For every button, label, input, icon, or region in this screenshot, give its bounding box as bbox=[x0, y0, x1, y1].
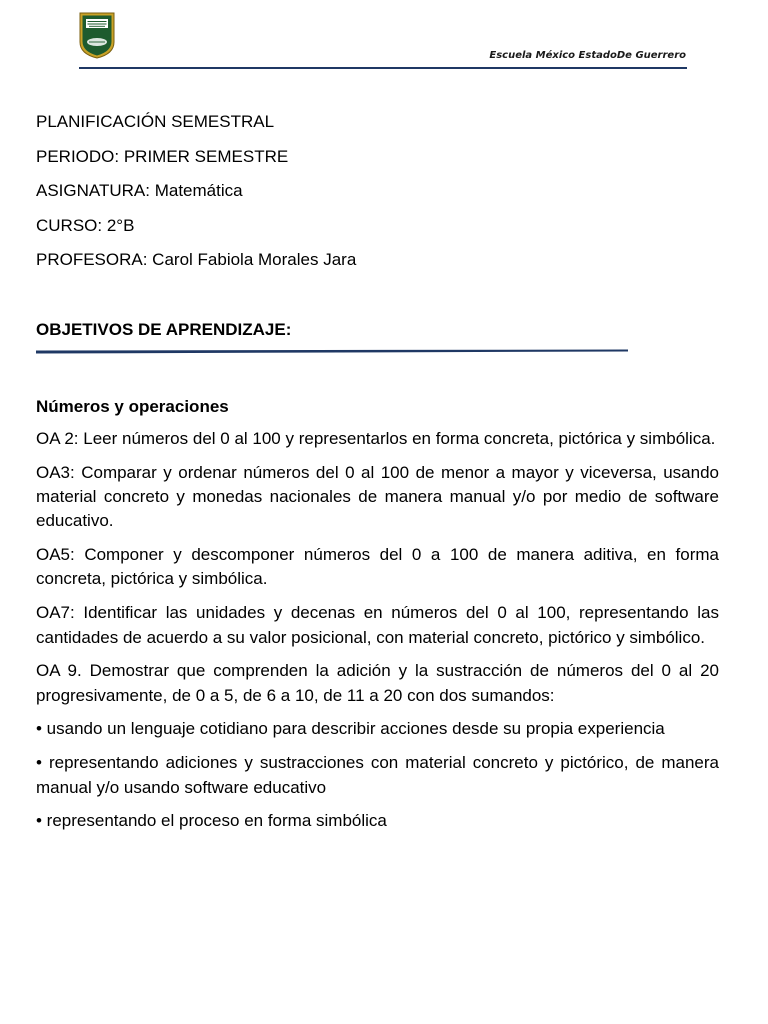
school-name-header: Escuela México EstadoDe Guerrero bbox=[489, 50, 686, 61]
header-divider bbox=[79, 67, 687, 69]
objective-oa2: OA 2: Leer números del 0 al 100 y representarlos en forma concreta, pictórica y simbólica. bbox=[36, 429, 716, 448]
objectives-heading: OBJETIVOS DE APRENDIZAJE: bbox=[36, 320, 292, 339]
school-crest-logo bbox=[79, 12, 115, 59]
planning-metadata bbox=[36, 112, 736, 285]
document-title: PLANIFICACIÓN SEMESTRAL bbox=[36, 112, 275, 131]
objectives-divider bbox=[36, 349, 628, 354]
objective-bullet-2: • representando adiciones y sustracciones con material concreto y pictórico, de manera manual y/o usando software educativo bbox=[36, 753, 719, 797]
teacher-line: PROFESORA: Carol Fabiola Morales Jara bbox=[36, 250, 357, 270]
subject-line: ASIGNATURA: Matemática bbox=[36, 181, 243, 201]
objective-bullet-1: • usando un lenguaje cotidiano para describir acciones desde su propia experiencia bbox=[36, 719, 665, 739]
objective-oa7: OA7: Identificar las unidades y decenas en números del 0 al 100, representando las cantidades de acuerdo a su valor posicional, con material concreto, pictórico y simbólico. bbox=[36, 603, 719, 647]
period-line: PERIODO: PRIMER SEMESTRE bbox=[36, 146, 289, 166]
objective-oa3: OA3: Comparar y ordenar números del 0 al 100 de menor a mayor y viceversa, usando material concreto y monedas nacionales de manera manual y/o por medio de software educativo. bbox=[36, 462, 719, 531]
objectives-content bbox=[36, 395, 719, 843]
objective-oa9: OA 9. Demostrar que comprenden la adición y la sustracción de números del 0 al 20 progresivamente, de 0 a 5, de 6 a 10, de 11 a 20 con dos sumandos: bbox=[36, 661, 719, 705]
objective-bullet-3: • representando el proceso en forma simbólica bbox=[36, 811, 387, 831]
section-title: Números y operaciones bbox=[36, 397, 229, 416]
course-line: CURSO: 2°B bbox=[36, 215, 135, 235]
objective-oa5: OA5: Componer y descomponer números del 0 a 100 de manera aditiva, en forma concreta, pictórica y simbólica. bbox=[36, 545, 719, 589]
